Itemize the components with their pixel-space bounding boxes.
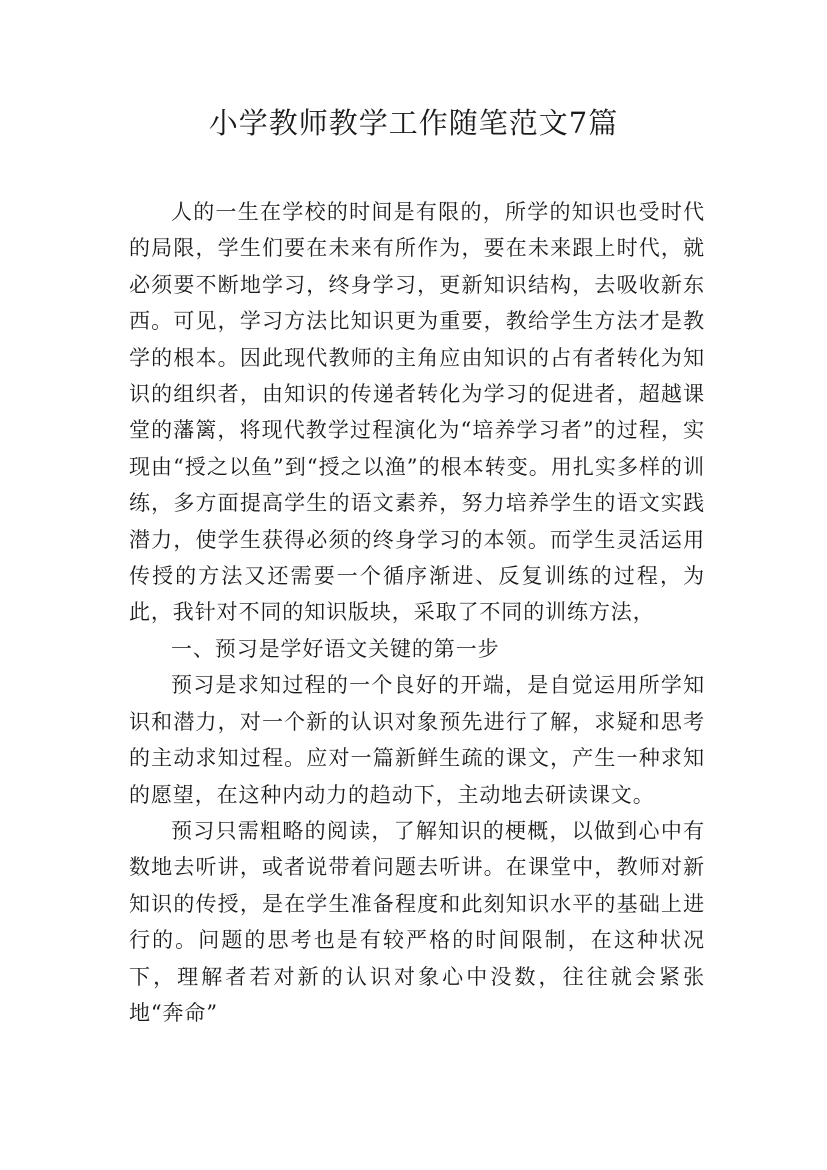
paragraph-preview-reading: 预习只需粗略的阅读，了解知识的梗概，以做到心中有数地去听讲，或者说带着问题去听讲。在课堂中，教师对新知识的传授，是在学生准备程度和此刻知识水平的基础上进行的。问题的思考也是有较严格的时间限制，在这种状况下，理解者若对新的认识对象心中没数，往往就会紧张地“奔命” (129, 818, 705, 1025)
paragraph-preview-definition: 预习是求知过程的一个良好的开端，是自觉运用所学知识和潜力，对一个新的认识对象预先进行了解，求疑和思考的主动求知过程。应对一篇新鲜生疏的课文，产生一种求知的愿望，在这种内动力的趋动下，主动地去研读课文。 (129, 673, 705, 807)
document-title: 小学教师教学工作随笔范文7篇 (208, 106, 619, 140)
section-heading-preview: 一、预习是学好语文关键的第一步 (171, 636, 500, 661)
paragraph-intro: 人的一生在学校的时间是有限的，所学的知识也受时代的局限，学生们要在未来有所作为，要在未来跟上时代，就必须要不断地学习，终身学习，更新知识结构，去吸收新东西。可见，学习方法比知识更为重要，教给学生方法才是教学的根本。因此现代教师的主角应由知识的占有者转化为知识的组织者，由知识的传递者转化为学习的促进者，超越课堂的藩篱，将现代教学过程演化为“培养学习者”的过程，实现由“授之以鱼”到“授之以渔”的根本转变。用扎实多样的训练，多方面提高学生的语文素养，努力培养学生的语文实践潜力，使学生获得必须的终身学习的本领。而学生灵活运用传授的方法又还需要一个循序渐进、反复训练的过程，为此，我针对不同的知识版块，采取了不同的训练方法， (129, 200, 705, 625)
document-body (129, 194, 705, 1031)
